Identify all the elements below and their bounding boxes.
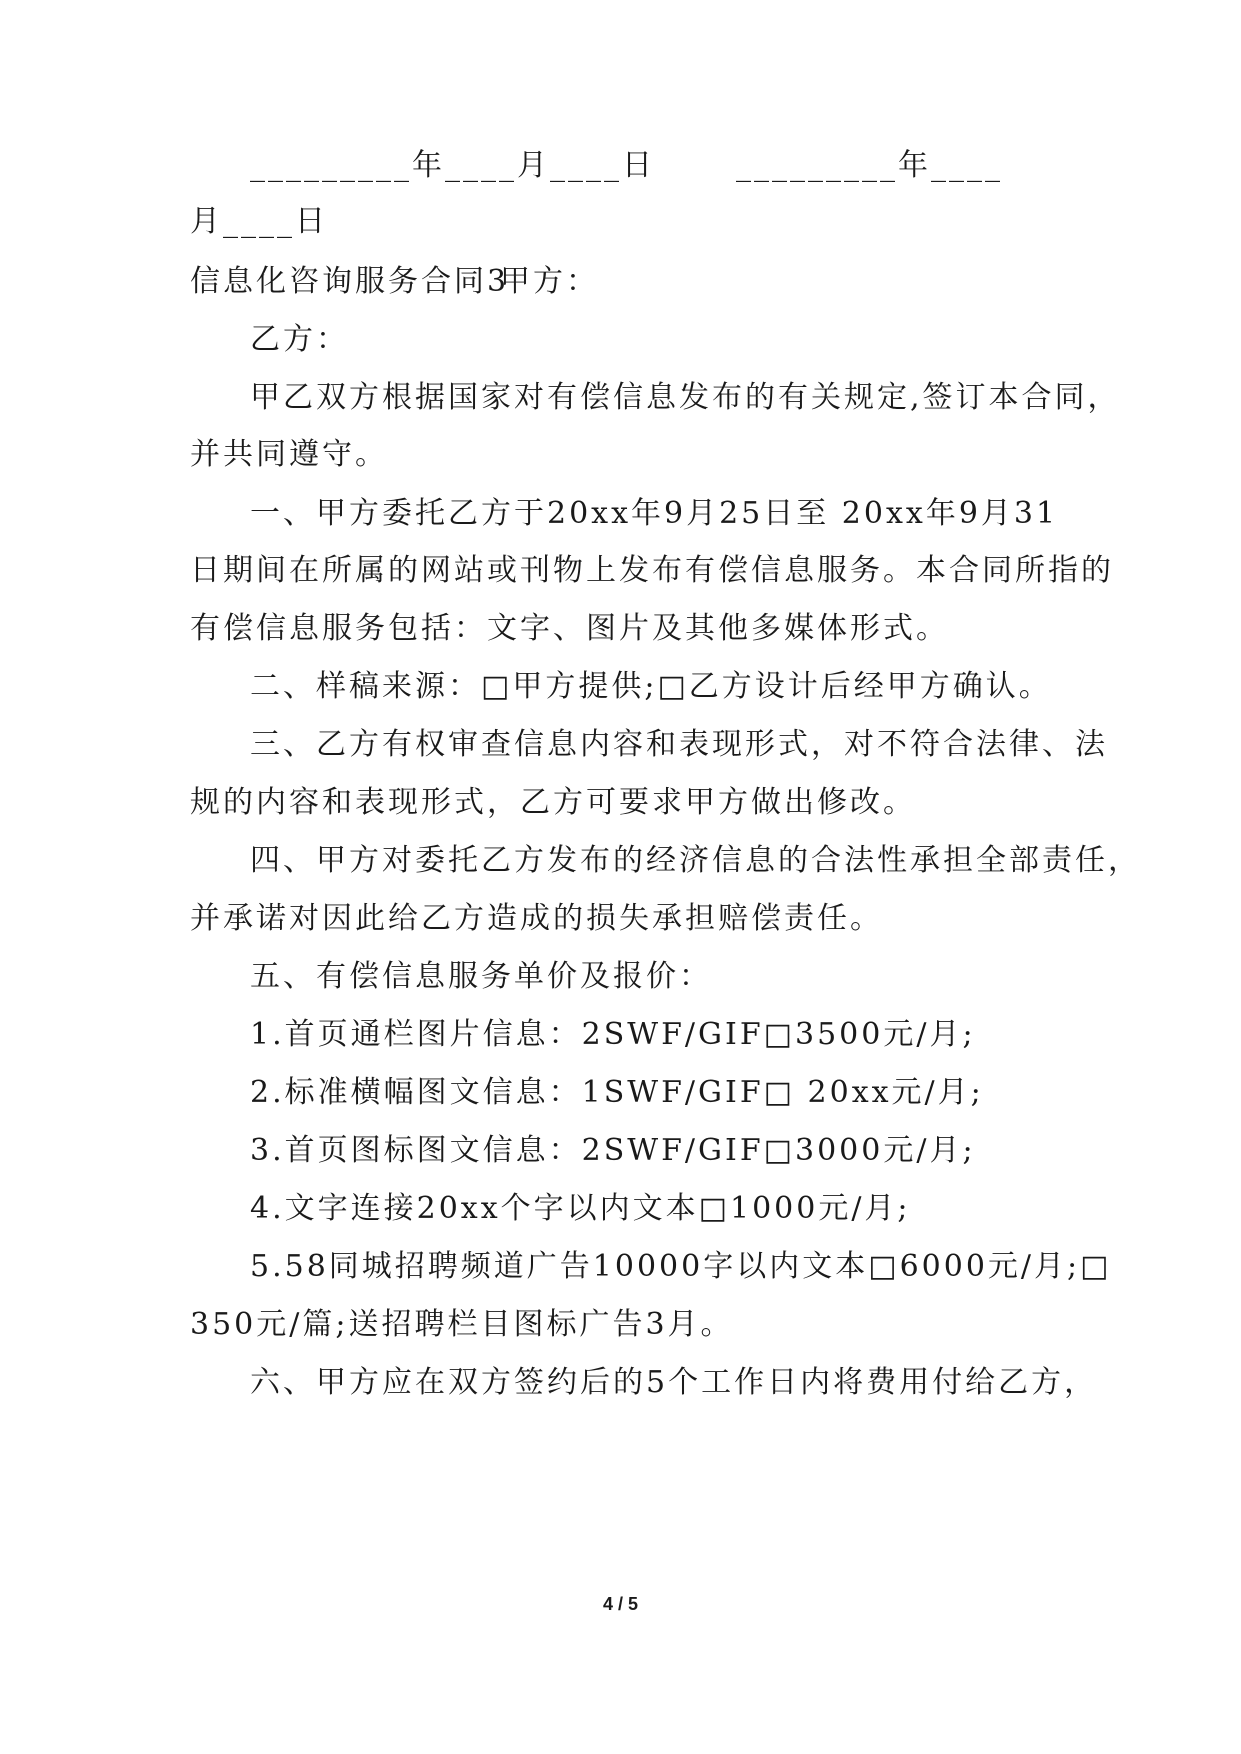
- clause-2-line: 二、样稿来源：□甲方提供;□乙方设计后经甲方确认。: [250, 669, 1052, 704]
- clause-1-line: 有偿信息服务包括：文字、图片及其他多媒体形式。: [190, 611, 949, 646]
- price-item: 4.文字连接20xx个字以内文本□1000元/月;: [250, 1191, 911, 1226]
- clause-3-line: 三、乙方有权审查信息内容和表现形式，对不符合法律、法: [250, 727, 1108, 762]
- signature-date-continued: 月____日: [190, 204, 328, 239]
- contract-title: 信息化咨询服务合同3: [190, 264, 510, 299]
- clause-1-line: 日期间在所属的网站或刊物上发布有偿信息服务。本合同所指的: [190, 553, 1114, 588]
- clause-3-line: 规的内容和表现形式，乙方可要求甲方做出修改。: [190, 785, 916, 820]
- price-item: 2.标准横幅图文信息：1SWF/GIF□ 20xx元/月;: [250, 1075, 984, 1110]
- party-b-label: 乙方：: [250, 322, 349, 357]
- price-item-continued: 350元/篇;送招聘栏目图标广告3月。: [190, 1307, 734, 1342]
- signature-date-left: _________年____月____日: [250, 148, 655, 183]
- price-item: 5.58同城招聘频道广告10000字以内文本□6000元/月;□: [250, 1249, 1112, 1284]
- clause-1-line: 一、甲方委托乙方于20xx年9月25日至 20xx年9月31: [250, 496, 1059, 531]
- signature-date-right: _________年____: [736, 148, 1003, 183]
- page-number: 4 / 5: [602, 1594, 639, 1614]
- price-item: 3.首页图标图文信息：2SWF/GIF□3000元/月;: [250, 1133, 976, 1168]
- party-a-label: 甲方：: [500, 264, 599, 299]
- price-item: 1.首页通栏图片信息：2SWF/GIF□3500元/月;: [250, 1017, 976, 1052]
- paragraph-line: 并共同遵守。: [190, 437, 388, 472]
- clause-5-heading: 五、有偿信息服务单价及报价：: [250, 959, 712, 994]
- clause-4-line: 四、甲方对委托乙方发布的经济信息的合法性承担全部责任，: [250, 843, 1141, 878]
- clause-6-line: 六、甲方应在双方签约后的5个工作日内将费用付给乙方，: [250, 1365, 1098, 1400]
- paragraph-line: 甲乙双方根据国家对有偿信息发布的有关规定,签订本合同，: [250, 380, 1121, 415]
- clause-4-line: 并承诺对因此给乙方造成的损失承担赔偿责任。: [190, 901, 883, 936]
